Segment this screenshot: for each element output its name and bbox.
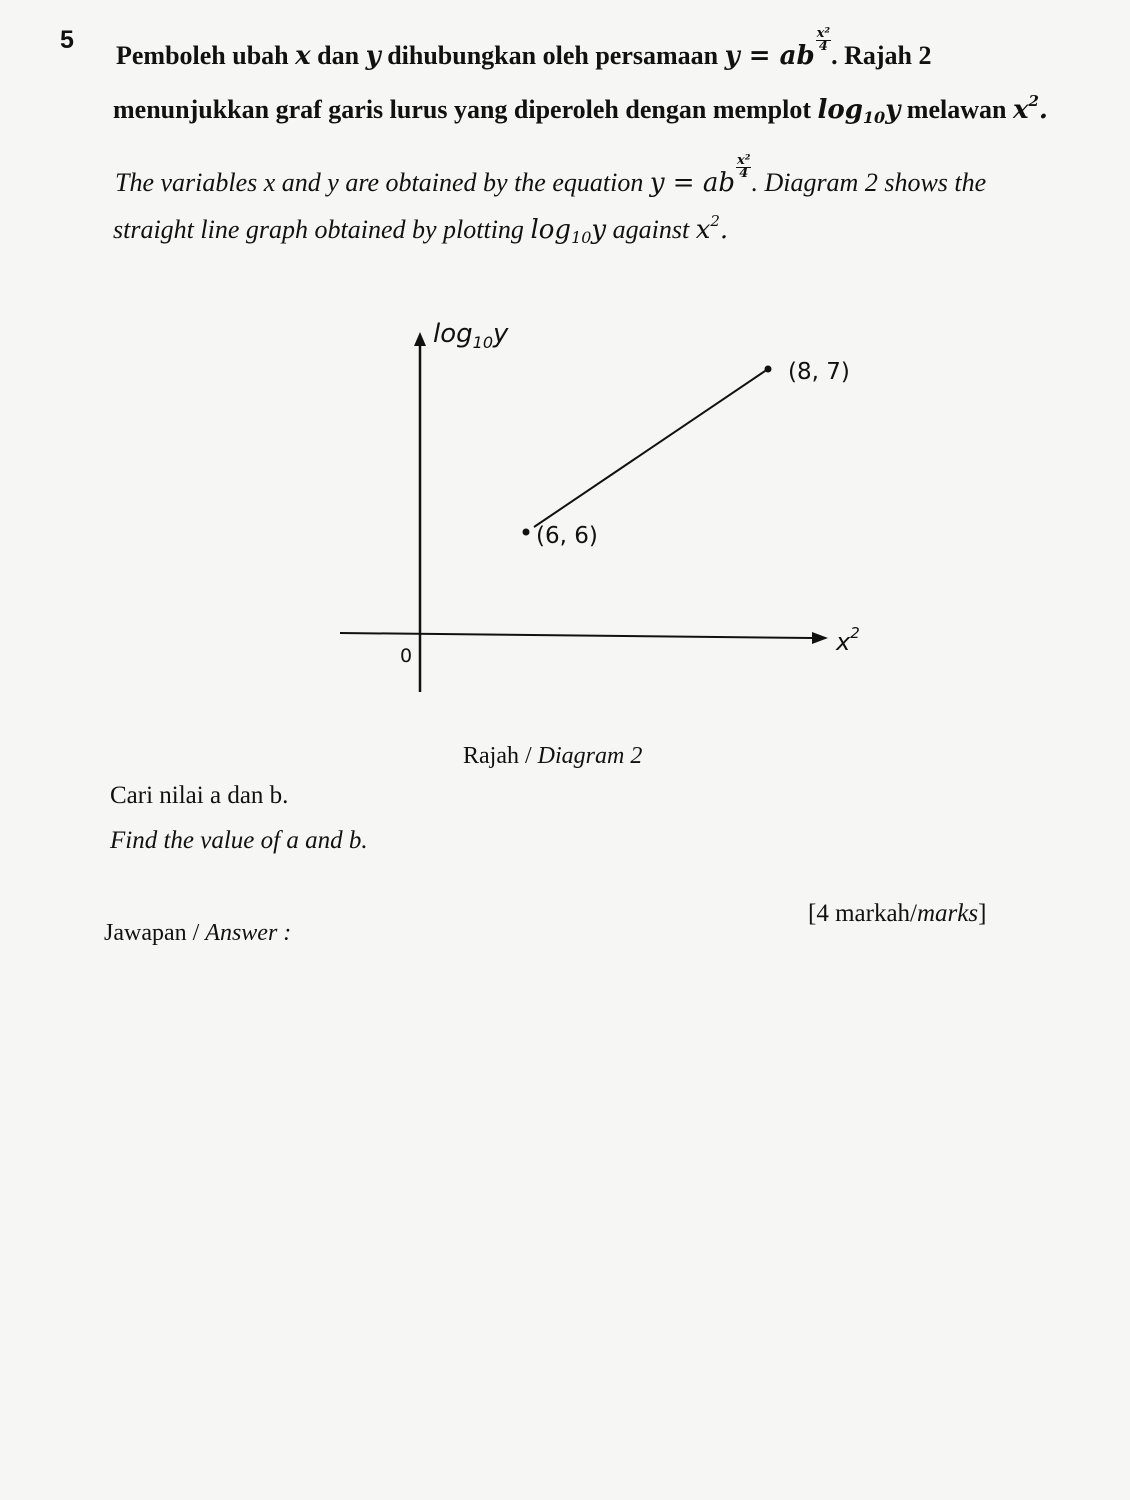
diagram-caption: Rajah / Diagram 2 <box>463 743 643 769</box>
y-axis-arrow-icon <box>414 332 426 346</box>
x-axis-arrow-icon <box>812 632 828 644</box>
x-axis <box>340 633 812 638</box>
data-point <box>523 529 530 536</box>
task-ms: Cari nilai a dan b. <box>110 782 289 809</box>
data-point-label: (6, 6) <box>536 523 598 549</box>
data-point <box>765 366 772 373</box>
equation: y = ab $\frac{\text{x²}}{4}$ <box>724 26 831 71</box>
data-point-label: (8, 7) <box>788 359 850 385</box>
origin-label: 0 <box>400 645 413 667</box>
x-axis-label: $x^2$ <box>836 624 860 656</box>
question-en-line-2: straight line graph obtained by plotting $\log_{10}y$ against $x^2$. <box>113 212 729 247</box>
question-number: 5 <box>60 26 74 54</box>
task-en: Find the value of a and b. <box>110 827 368 854</box>
y-axis-label: $\log_{10}y$ <box>433 319 509 352</box>
marks-label: [4 markah/marks] <box>808 900 987 927</box>
question-ms-line-1: Pemboleh ubah x dan y dihubungkan oleh persamaan y = ab $\frac{\text{x²}}{4}$ . Rajah 2 <box>116 26 932 71</box>
answer-label: Jawapan / Answer : <box>104 920 292 946</box>
question-ms-line-2: menunjukkan graf garis lurus yang diperoleh dengan memplot $\log_{10}y$ melawan $x^2$. <box>113 92 1048 127</box>
data-line <box>534 369 768 527</box>
question-en-line-1: The variables x and y are obtained by the equation y = ab $\frac{\text{x²}}{4}$ . Diagram 2 shows the <box>115 153 987 198</box>
